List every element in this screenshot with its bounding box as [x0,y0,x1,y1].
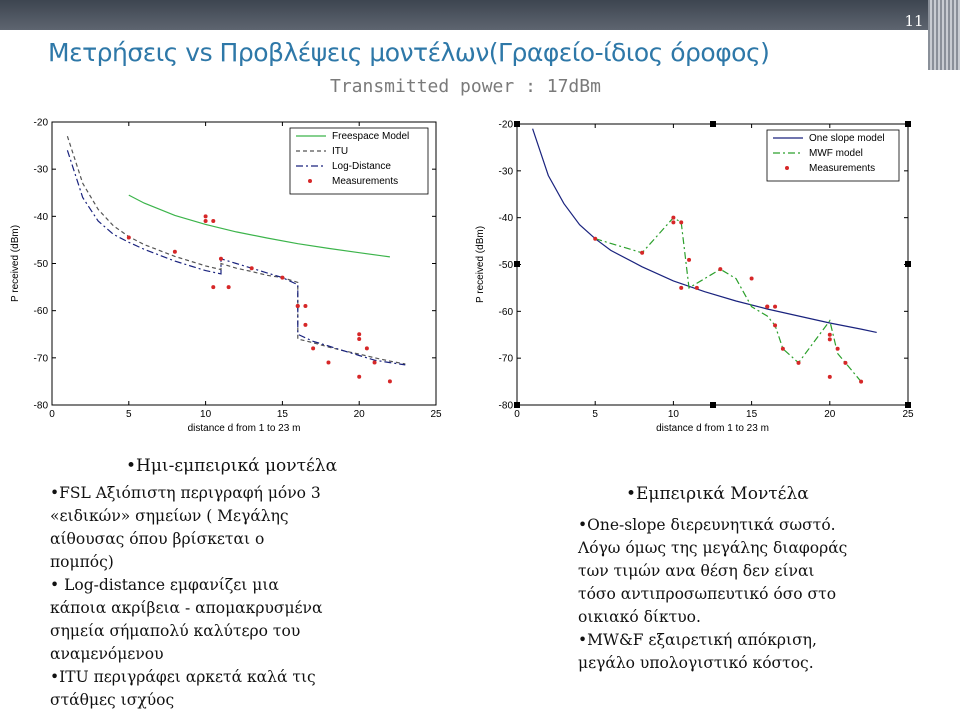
selection-handle [905,261,911,267]
measurement-point [781,347,785,351]
measurement-point [326,361,330,365]
selection-handle [514,402,520,408]
y-axis-label: P received (dBm) [475,225,486,304]
measurement-point [204,214,208,218]
text-line: των τιμών ανα θέση δεν είναι [578,562,815,580]
x-tick-label: 10 [667,409,679,420]
measurement-point [828,375,832,379]
measurement-point [679,220,683,224]
selection-handle [905,402,911,408]
x-tick-label: 5 [126,409,132,420]
text-line: αίθουσας όπου βρίσκεται ο [50,530,265,548]
left-bullet-list [50,482,410,712]
measurement-point [828,337,832,341]
measurement-point [687,258,691,262]
measurement-point [388,379,392,383]
legend-label: Log-Distance [332,161,391,172]
selection-handle [514,261,520,267]
chart-right-models [470,110,945,445]
y-tick-label: -80 [498,400,513,412]
measurement-point [765,305,769,309]
x-axis-label: distance d from 1 to 23 m [187,423,301,434]
text-line: «ειδικών» σημείων ( Μεγάλης [50,507,289,525]
y-axis-label: P received (dBm) [10,224,21,303]
measurement-point [718,267,722,271]
measurement-point [204,219,208,223]
y-tick-label: -20 [33,117,48,129]
x-tick-label: 25 [430,409,442,420]
text-line: πομπός) [50,553,114,571]
measurement-point [797,361,801,365]
measurement-point [173,250,177,254]
x-tick-label: 15 [746,409,758,420]
text-line: οικιακό δίκτυο. [578,608,701,626]
selection-handle [710,121,716,127]
x-tick-label: 5 [592,409,598,420]
x-tick-label: 20 [353,409,365,420]
text-line: Λόγω όμως της μεγάλης διαφοράς [578,539,848,557]
legend-label: ITU [332,146,349,157]
measurement-point [303,304,307,308]
measurement-point [750,277,754,281]
text-line: στάθμες ισχύος [50,691,175,709]
measurement-point [296,304,300,308]
y-tick-label: -40 [498,213,513,225]
slide-subtitle: Transmitted power : 17dBm [330,76,601,97]
y-tick-label: -20 [498,119,513,131]
right-bullet-list [578,514,948,675]
measurement-point [671,216,675,220]
y-tick-label: -60 [498,306,513,318]
text-line: •FSL Αξιόπιστη περιγραφή μόνο 3 [50,484,321,502]
x-tick-label: 15 [276,409,288,420]
header-bar-edge [928,0,960,70]
y-tick-label: -60 [33,306,48,318]
text-line: κάποια ακρίβεια - απομακρυσμένα [50,599,323,617]
measurement-point [280,276,284,280]
legend-label: MWF model [809,148,863,159]
legend-marker [785,166,789,170]
y-tick-label: -50 [33,259,48,270]
measurement-point [357,337,361,341]
legend-label: Freespace Model [332,131,410,142]
text-line: • Log-distance εμφανίζει μια [50,576,279,594]
legend [767,130,899,181]
text-line: •ITU περιγράφει αρκετά καλά τις [50,668,316,686]
y-tick-label: -80 [33,400,48,412]
x-tick-label: 20 [824,409,836,420]
x-tick-label: 0 [514,409,520,420]
measurement-point [219,257,223,261]
measurement-point [773,305,777,309]
selection-handle [514,121,520,127]
measurement-point [593,237,597,241]
right-text-block [578,483,948,675]
measurement-point [373,361,377,365]
x-tick-label: 10 [200,409,212,420]
measurement-point [843,361,847,365]
y-tick-label: -40 [33,211,48,223]
measurement-point [679,286,683,290]
measurement-point [828,333,832,337]
x-axis-label: distance d from 1 to 23 m [656,423,769,434]
measurement-point [640,251,644,255]
selection-handle [710,402,716,408]
text-line: μεγάλο υπολογιστικό κόστος. [578,654,814,672]
y-tick-label: -30 [498,166,513,178]
text-line: τόσο αντιπροσωπευτικό όσο στο [578,585,837,603]
text-line: αναμενόμενου [50,645,164,663]
chart-left-models [0,110,455,445]
text-line: σημεία σήμαπολύ καλύτερο του [50,622,301,640]
measurement-point [773,323,777,327]
legend-label: One slope model [809,133,885,144]
measurement-point [836,347,840,351]
y-tick-label: -70 [498,353,513,365]
slide-title: Μετρήσεις vs Προβλέψεις μοντέλων(Γραφείο-ίδιος όροφος) [48,38,770,67]
measurement-point [227,285,231,289]
measurement-point [365,346,369,350]
left-text-block [50,455,410,712]
right-heading: •Εμπειρικά Μοντέλα [626,484,809,504]
measurement-point [311,346,315,350]
left-heading: •Ημι-εμπειρικά μοντέλα [126,456,338,476]
text-line: •One-slope διερευνητικά σωστό. [578,516,836,534]
x-tick-label: 25 [902,409,914,420]
legend-marker [308,179,312,183]
measurement-point [357,375,361,379]
measurement-point [211,219,215,223]
measurement-point [671,220,675,224]
measurement-point [695,286,699,290]
slide-number: 11 [904,12,924,30]
legend [290,128,428,194]
measurement-point [127,236,131,240]
y-tick-label: -70 [33,353,48,365]
selection-handle [905,121,911,127]
measurement-point [303,323,307,327]
y-tick-label: -30 [33,164,48,176]
measurement-point [859,380,863,384]
measurement-point [211,285,215,289]
measurement-point [357,332,361,336]
legend-label: Measurements [809,163,876,174]
x-tick-label: 0 [49,409,55,420]
text-line: •MW&F εξαιρετική απόκριση, [578,631,817,649]
header-bar [0,0,940,30]
y-tick-label: -50 [498,260,513,271]
measurement-point [250,266,254,270]
legend-label: Measurements [332,176,399,187]
